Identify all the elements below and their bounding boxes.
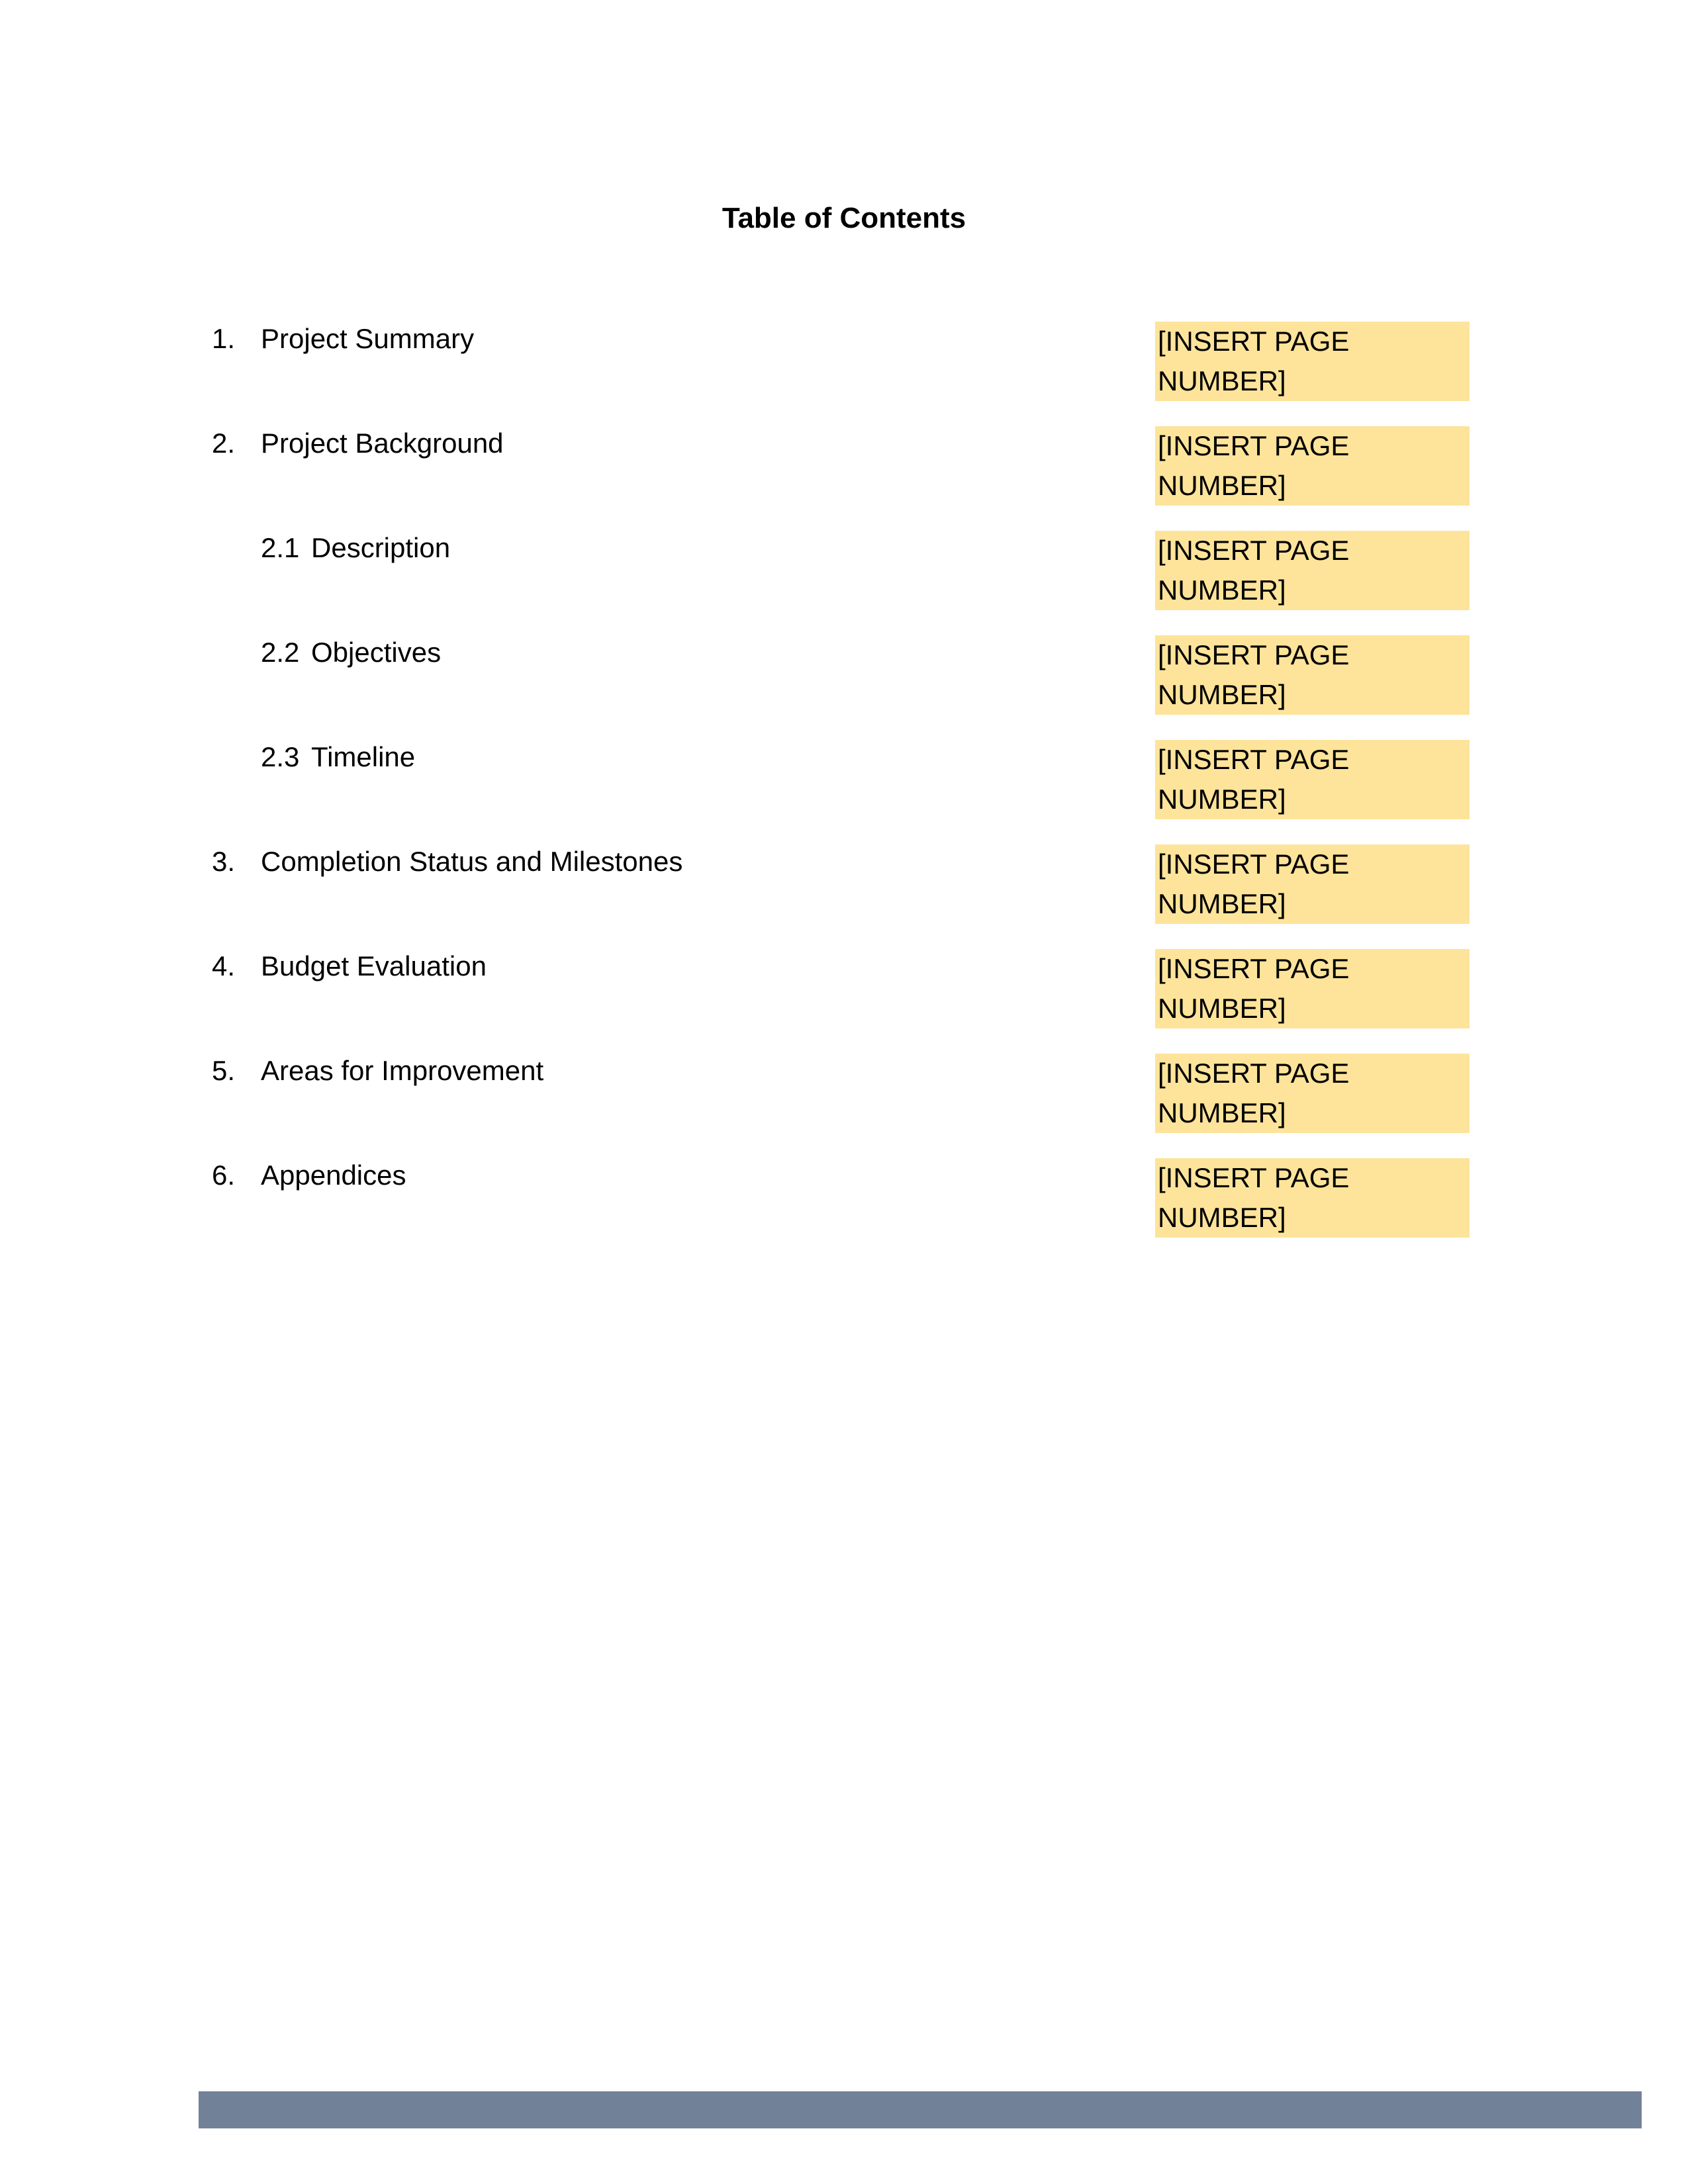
toc-entry-label: Budget Evaluation [261,950,487,981]
toc-subentry [212,528,1470,633]
toc-entry-number: 5. [212,1055,236,1086]
toc-entry [212,1156,1470,1260]
toc-entry-number: 6. [212,1160,236,1191]
toc-entry-label: Timeline [311,741,416,772]
toc-entry-label: Project Background [261,428,504,459]
toc-entry [212,842,1470,946]
toc-entry [212,424,1470,528]
toc-entry-page-placeholder: [INSERT PAGE NUMBER] [1155,844,1470,924]
toc-entry-page-placeholder: [INSERT PAGE NUMBER] [1155,1054,1470,1133]
toc-entry-page-placeholder: [INSERT PAGE NUMBER] [1155,1158,1470,1238]
toc-entry-label: Description [311,532,451,563]
toc-entry-number: 2. [212,428,236,459]
toc-entry-label: Appendices [261,1160,406,1191]
toc-entry-number: 1. [212,323,236,354]
toc-entry [212,319,1470,424]
toc-entry-label: Areas for Improvement [261,1055,544,1086]
toc-entry-page-placeholder: [INSERT PAGE NUMBER] [1155,635,1470,715]
toc-subentry [212,633,1470,737]
toc-entry-number: 4. [212,950,236,981]
toc-list [212,319,1470,1260]
toc-entry-page-placeholder: [INSERT PAGE NUMBER] [1155,740,1470,819]
toc-entry [212,946,1470,1051]
toc-entry-page-placeholder: [INSERT PAGE NUMBER] [1155,949,1470,1028]
toc-entry-number: 3. [212,846,236,877]
toc-entry-number: 2.1 [261,532,300,563]
toc-subentry [212,737,1470,842]
toc-entry-label: Objectives [311,637,442,668]
page-title: Table of Contents [722,202,966,234]
toc-entry-page-placeholder: [INSERT PAGE NUMBER] [1155,322,1470,401]
toc-entry-label: Project Summary [261,323,475,354]
toc-entry-label: Completion Status and Milestones [261,846,683,877]
footer-bar [199,2091,1642,2128]
toc-entry [212,1051,1470,1156]
toc-entry-page-placeholder: [INSERT PAGE NUMBER] [1155,531,1470,610]
toc-entry-page-placeholder: [INSERT PAGE NUMBER] [1155,426,1470,506]
toc-entry-number: 2.2 [261,637,300,668]
toc-entry-number: 2.3 [261,741,300,772]
